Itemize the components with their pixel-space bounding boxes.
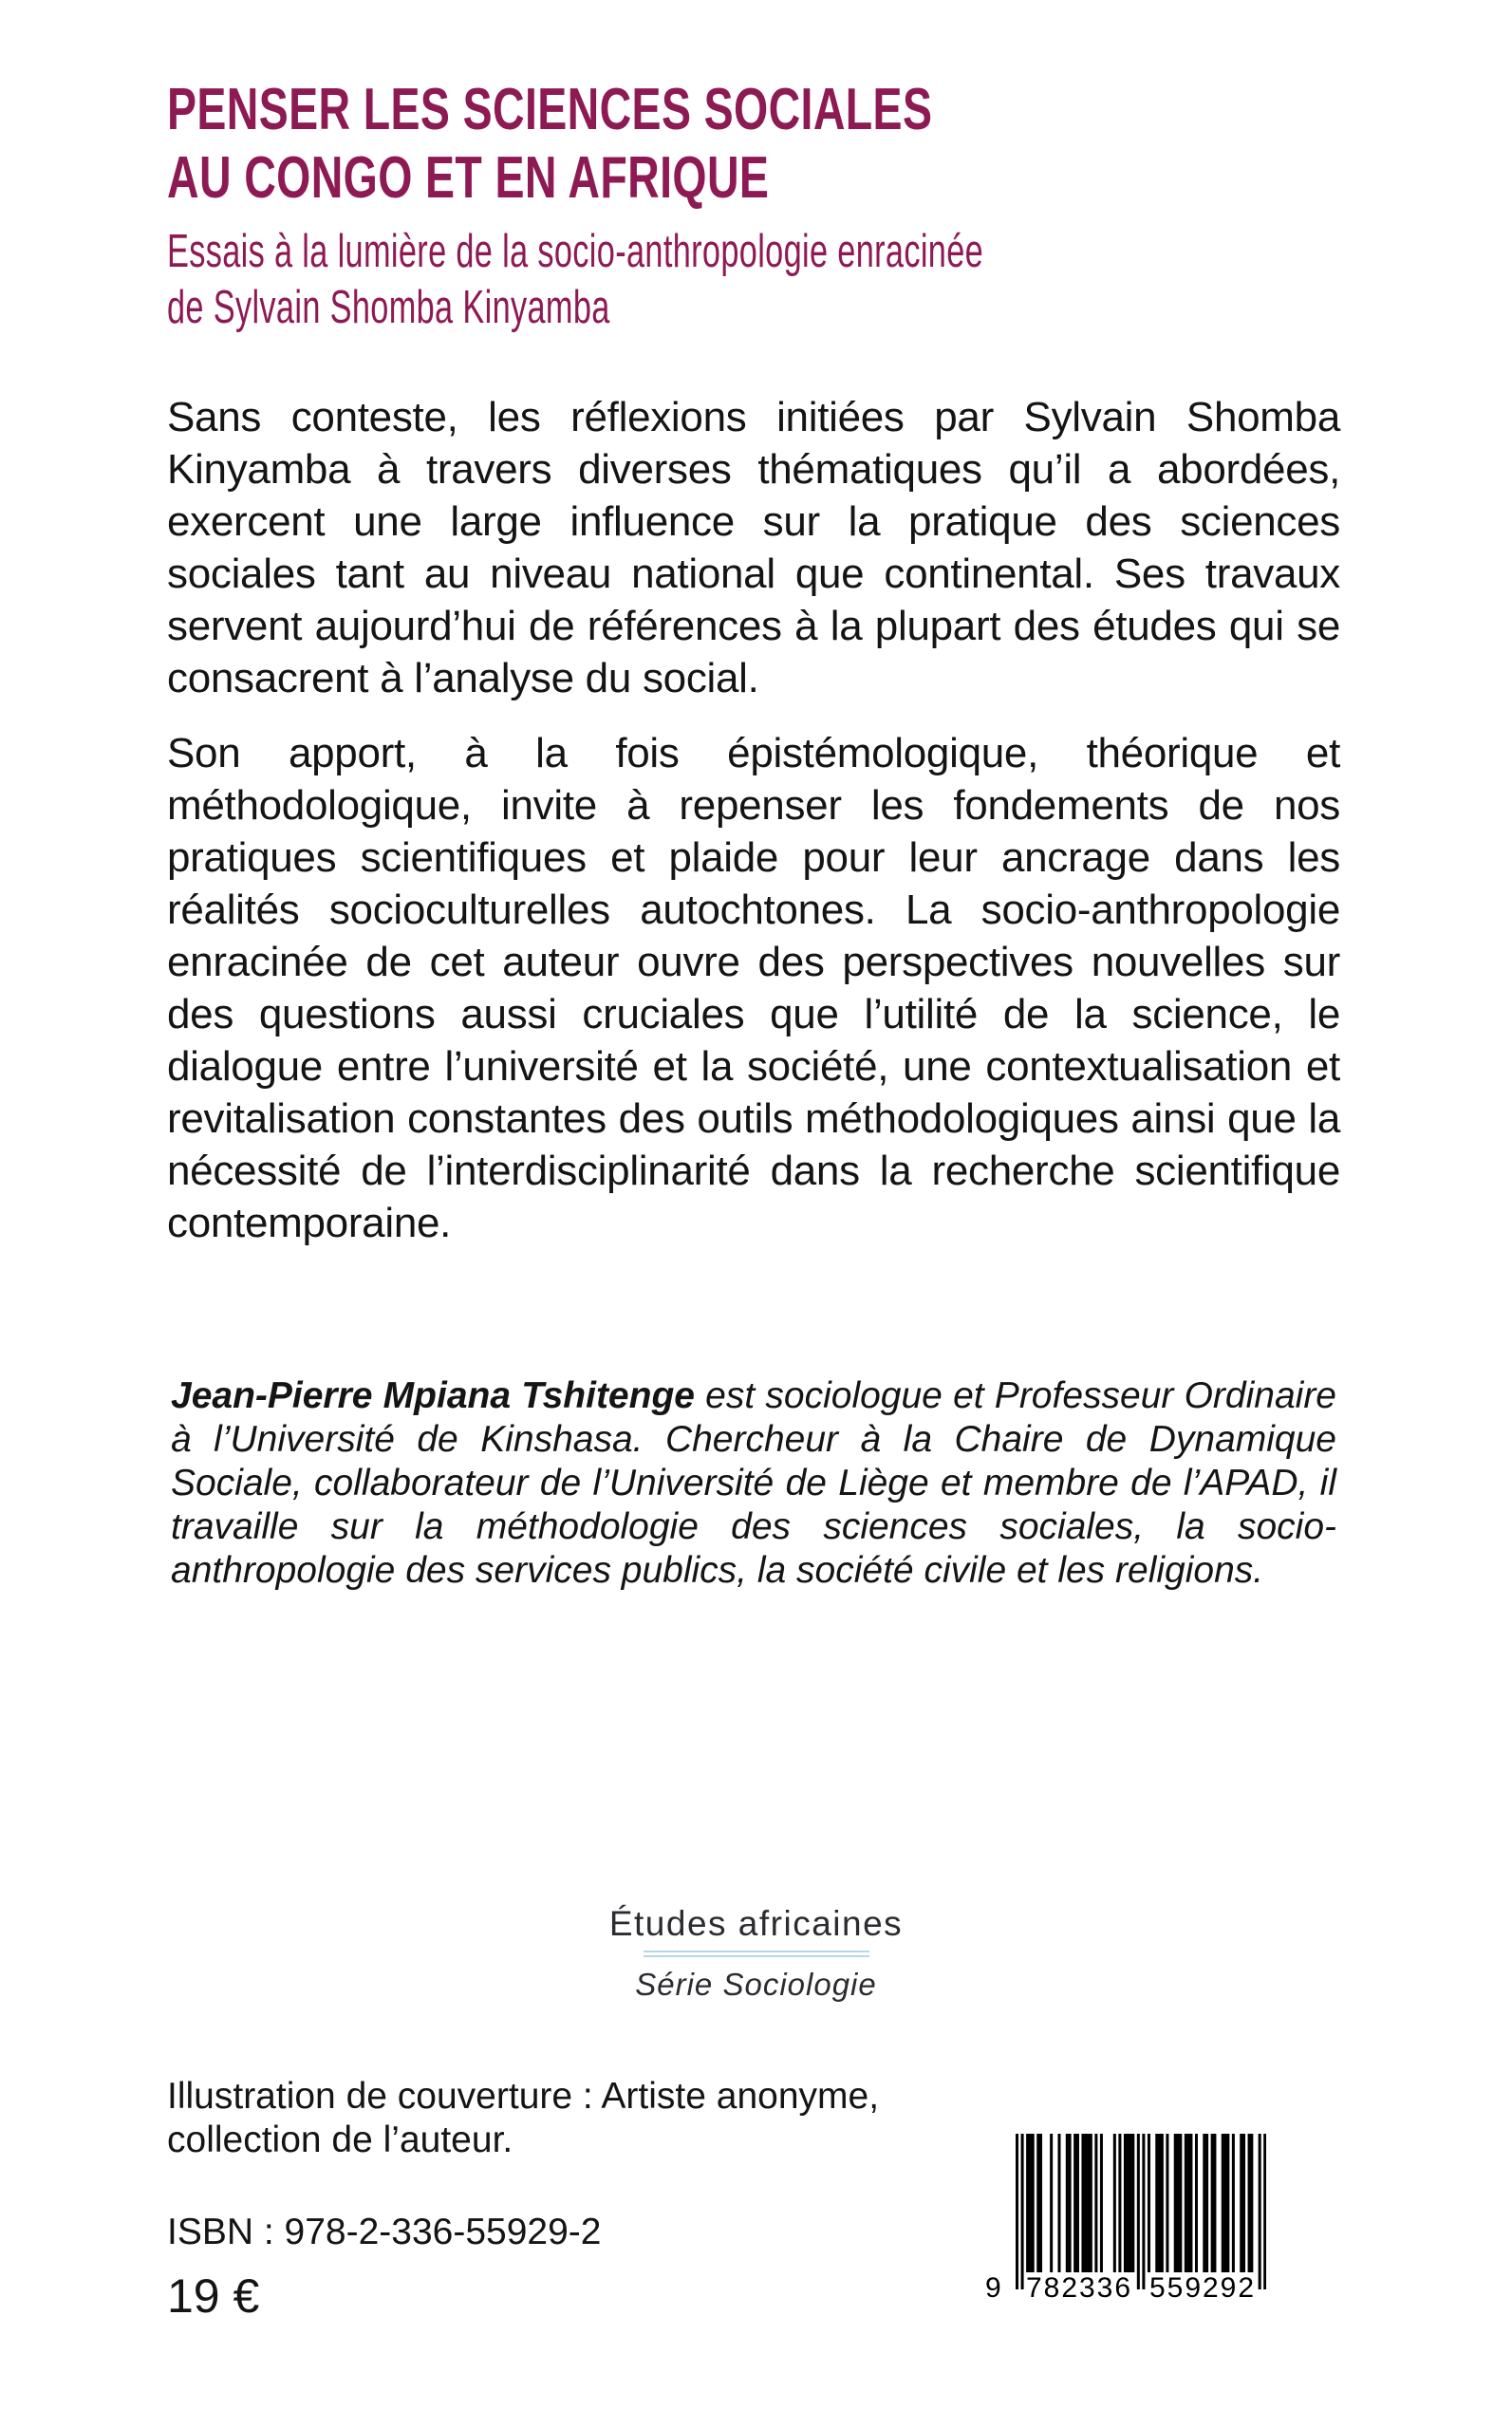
barcode-digit-first: 9 [985, 2272, 1003, 2304]
book-subtitle-line2: de Sylvain Shomba Kinyamba [167, 282, 610, 333]
barcode-bars-svg [1016, 2134, 1266, 2289]
author-bio [171, 1374, 1336, 1593]
synopsis-paragraph-2: Son apport, à la fois épistémologique, théorique et méthodologique, invite à repenser les fondements de nos pratiques scientifiques et plaide pour leur ancrage dans les réalités socioculturelles autochtones. La socio-anthropologie enracinée de cet auteur ouvre des perspectives nouvelles sur des questions aussi cruciales que l’utilité de la science, le dialogue entre l’université et la société, une contextualisation et revitalisation constantes des outils méthodologiques ainsi que la nécessité de l’interdisciplinarité dans la recherche scientifique contemporaine. [167, 730, 1340, 1246]
price-text: 19 € [167, 2269, 260, 2323]
title-block [167, 76, 1334, 336]
book-title-line1: PENSER LES SCIENCES SOCIALES [167, 77, 933, 142]
book-subtitle-line1: Essais à la lumière de la socio-anthropologie enracinée [167, 226, 984, 277]
illustration-credit-line2: collection de l’auteur. [167, 2120, 513, 2160]
collection-block [0, 1904, 1512, 2003]
book-title-line2: AU CONGO ET EN AFRIQUE [167, 145, 770, 211]
illustration-credit [167, 2075, 879, 2162]
barcode-digits-group1: 782336 [1025, 2272, 1133, 2304]
author-bio-text: est sociologue et Professeur Ordinaire à l’Université de Kinshasa. Chercheur à la Chaire de Dynamique Sociale, collaborateur de l’Université de Liège et membre de l’APAD, il travaille sur la méthodologie des sciences sociales, la socio-anthropologie des services publics, la société civile et les religions. [171, 1375, 1336, 1591]
book-title [167, 76, 1334, 213]
isbn-text: ISBN : 978-2-336-55929-2 [167, 2212, 602, 2252]
collection-name: Études africaines [608, 1904, 904, 1943]
barcode [985, 2134, 1272, 2314]
collection-divider-rule [644, 1951, 869, 1957]
collection-series-name: Série Sociologie [635, 1967, 877, 2002]
barcode-digits-group2: 559292 [1148, 2272, 1257, 2304]
illustration-credit-line1: Illustration de couverture : Artiste anonyme, [167, 2076, 880, 2117]
author-name: Jean-Pierre Mpiana Tshitenge [171, 1375, 695, 1416]
book-subtitle [167, 224, 1334, 336]
synopsis-paragraph-1: Sans conteste, les réflexions initiées par Sylvain Shomba Kinyamba à travers diverses thématiques qu’il a abordées, exercent une large influence sur la pratique des sciences sociales tant au niveau national que continental. Ses travaux servent aujourd’hui de références à la plupart des études qui se consacrent à l’analyse du social. [167, 394, 1340, 701]
